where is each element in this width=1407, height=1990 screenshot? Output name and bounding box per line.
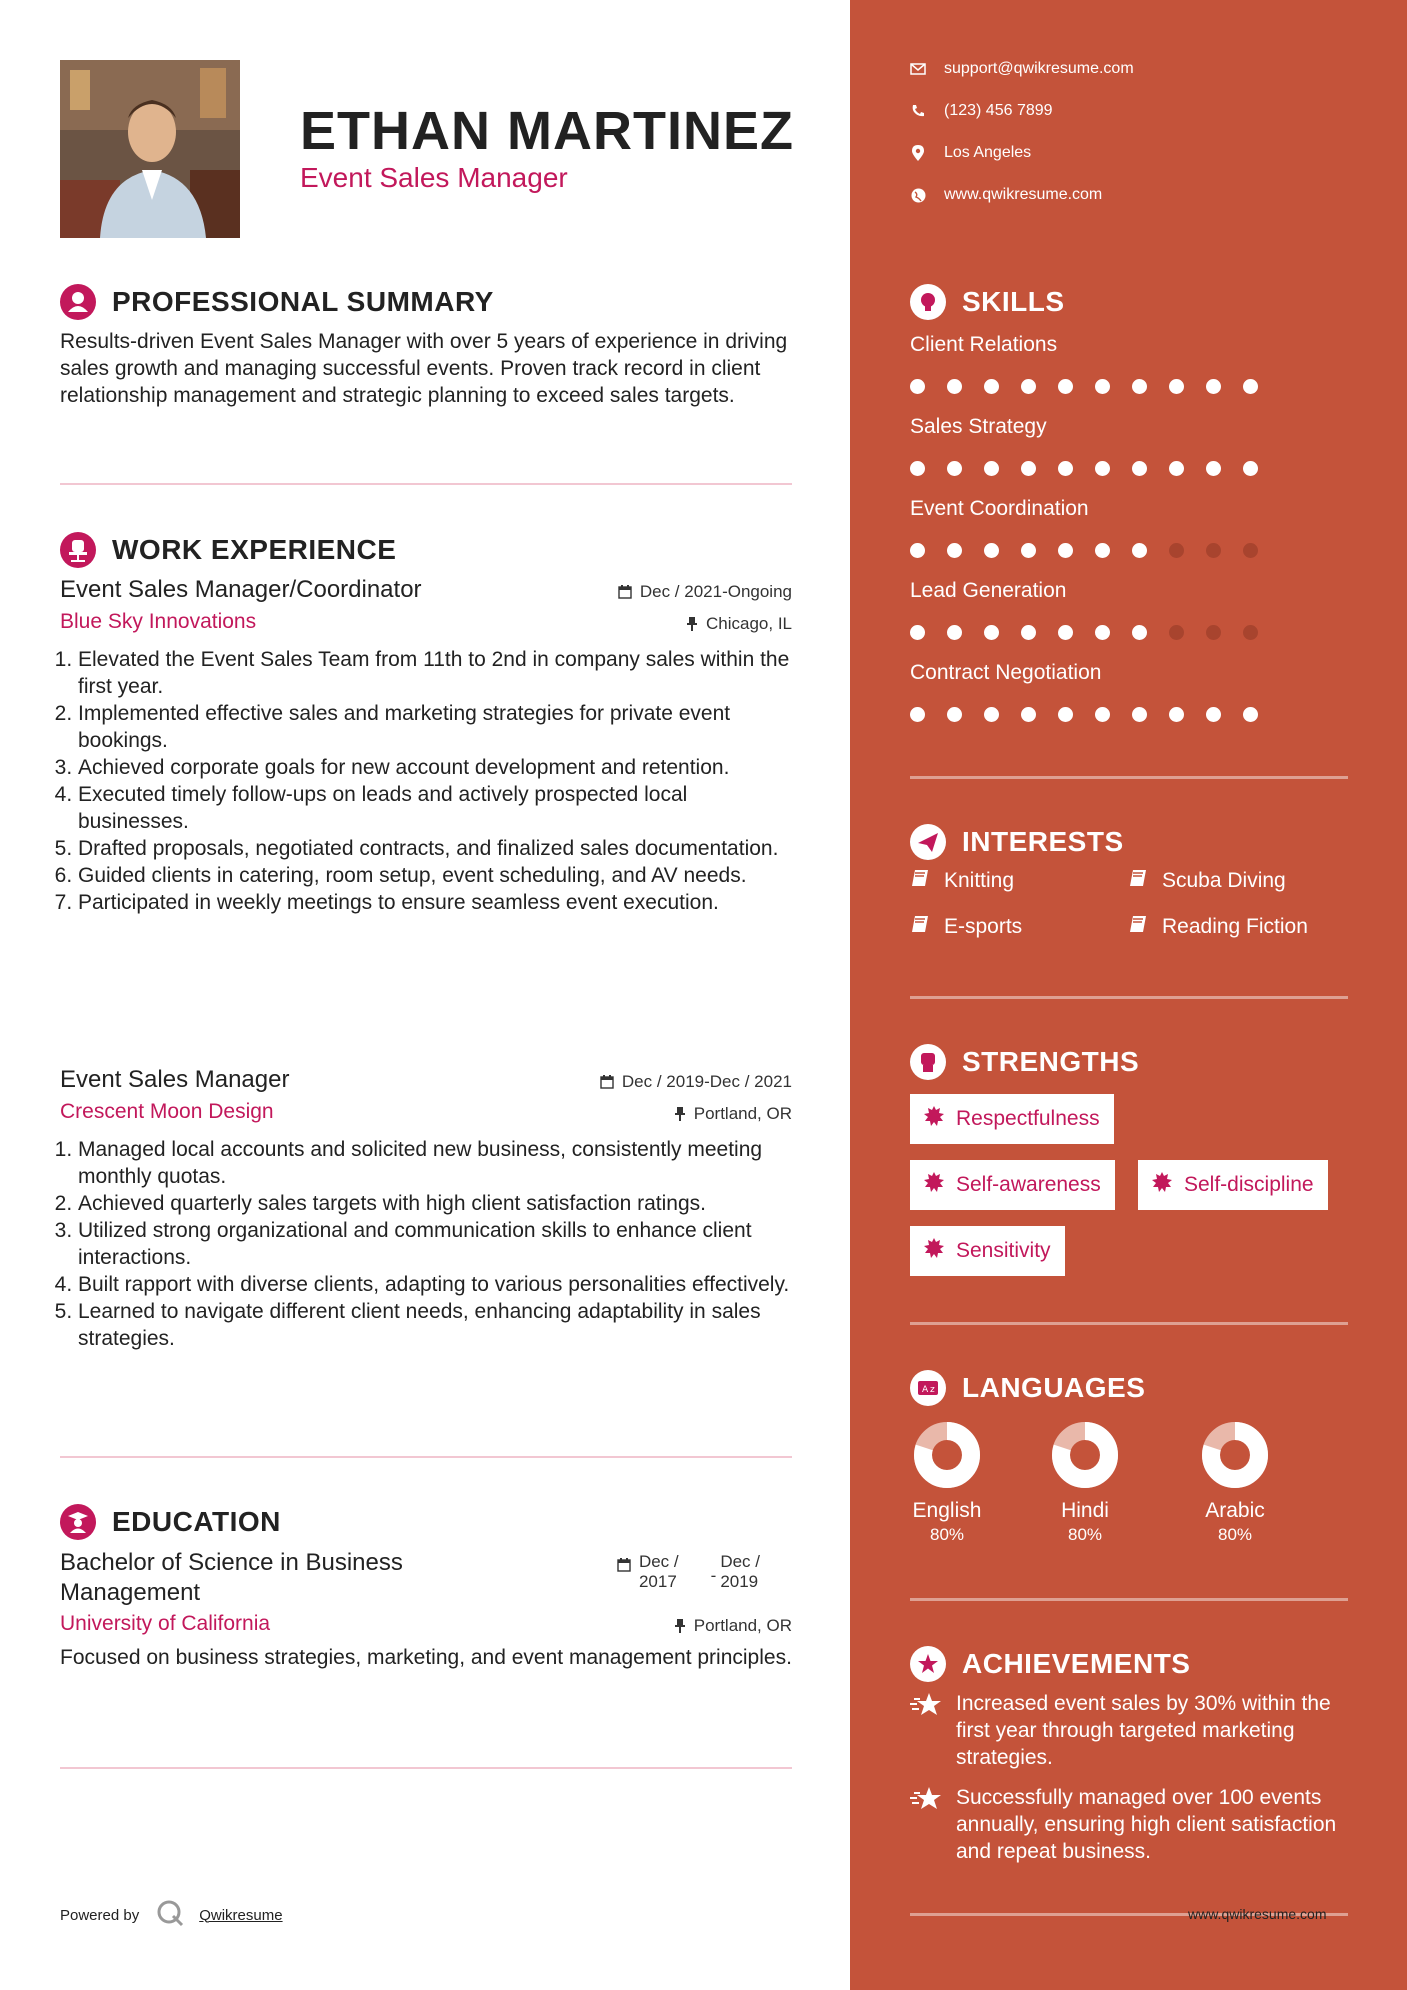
list-item: 7. Participated in weekly meetings to ensure seamless event execution.	[78, 889, 792, 916]
pin-icon	[674, 1107, 686, 1121]
education-dates	[617, 1552, 760, 1592]
skill-rating	[910, 360, 1348, 412]
ring-hole	[1224, 1444, 1246, 1466]
contact-location: Los Angeles	[910, 132, 1330, 174]
skill-dot	[1021, 625, 1036, 640]
divider	[910, 996, 1348, 999]
education-location: Portland, OR	[674, 1616, 792, 1636]
job-dates: Dec / 2021-Ongoing	[618, 582, 792, 602]
skill-dot	[910, 707, 925, 722]
divider	[910, 776, 1348, 779]
list-item: 2. Achieved quarterly sales targets with high client satisfaction ratings.	[78, 1190, 792, 1217]
summary-section	[60, 282, 792, 409]
strength-chip: Self-discipline	[1138, 1160, 1328, 1210]
contact-email[interactable]: support@qwikresume.com	[910, 48, 1330, 90]
skill-dot	[1095, 543, 1110, 558]
skill-dot	[1243, 707, 1258, 722]
list-item: 1. Elevated the Event Sales Team from 11th to 2nd in company sales within the first year.	[78, 646, 792, 700]
job-bullets	[60, 646, 792, 916]
skill-rating	[910, 442, 1348, 494]
skill-dot	[1132, 543, 1147, 558]
skill-dot	[910, 461, 925, 476]
paper-plane-icon	[910, 824, 946, 860]
calendar-icon	[600, 1075, 614, 1089]
skill-dot	[984, 543, 999, 558]
section-title: STRENGTHS	[962, 1046, 1140, 1077]
job-location: Chicago, IL	[686, 614, 792, 634]
seal-icon	[924, 1106, 944, 1132]
skill-dot	[1169, 707, 1184, 722]
svg-text:z: z	[930, 1385, 935, 1395]
interest-item: Knitting	[910, 868, 1014, 894]
calendar-icon	[617, 1558, 631, 1572]
education-section	[60, 1502, 792, 1542]
skill-dot	[1132, 707, 1147, 722]
skill-dot	[1206, 379, 1221, 394]
powered-by-label: Powered by	[60, 1906, 140, 1924]
section-title: PROFESSIONAL SUMMARY	[112, 286, 494, 317]
language-ring-chart	[914, 1422, 980, 1488]
job-dates: Dec / 2019-Dec / 2021	[600, 1072, 792, 1092]
language-ring-chart	[1202, 1422, 1268, 1488]
skill-dot	[1058, 543, 1073, 558]
list-item: 4. Executed timely follow-ups on leads and actively prospected local businesses.	[78, 781, 792, 835]
strengths-section	[910, 1040, 1348, 1084]
skill-dot	[1058, 461, 1073, 476]
skill-dot	[984, 625, 999, 640]
skill-dot	[1169, 543, 1184, 558]
lightbulb-icon	[910, 284, 946, 320]
skills-list	[910, 330, 1348, 740]
list-item: 3. Utilized strong organizational and communication skills to enhance client interactions.	[78, 1217, 792, 1271]
language-item	[1175, 1422, 1295, 1545]
date-separator: -	[710, 1566, 717, 1585]
list-item: 4. Built rapport with diverse clients, adapting to various personalities effectively.	[78, 1271, 792, 1298]
section-title: LANGUAGES	[962, 1372, 1146, 1403]
contact-website[interactable]: www.qwikresume.com	[910, 174, 1330, 216]
star-badge-icon	[910, 1646, 946, 1682]
divider	[60, 1456, 792, 1458]
skills-section	[910, 280, 1348, 740]
skill-dot	[947, 543, 962, 558]
interest-item: Reading Fiction	[1128, 914, 1308, 940]
job-location: Portland, OR	[674, 1104, 792, 1124]
seal-icon	[924, 1238, 944, 1264]
skill-dot	[984, 707, 999, 722]
skill-dot	[1132, 625, 1147, 640]
language-name: English	[912, 1499, 982, 1522]
list-item: 2. Implemented effective sales and marketing strategies for private event bookings.	[78, 700, 792, 754]
skill-dot	[1206, 543, 1221, 558]
list-item: 6. Guided clients in catering, room setup, event scheduling, and AV needs.	[78, 862, 792, 889]
globe-icon	[910, 188, 926, 203]
skill-name: Client Relations	[910, 333, 1058, 356]
list-item: 3. Achieved corporate goals for new account development and retention.	[78, 754, 792, 781]
skill-dot	[1021, 461, 1036, 476]
company-name: Blue Sky Innovations	[60, 610, 257, 633]
job-title: Event Sales Manager/Coordinator	[60, 576, 422, 603]
skill-dot	[1169, 379, 1184, 394]
pin-icon	[674, 1619, 686, 1633]
qwikresume-logo-icon	[155, 1898, 185, 1932]
skill-dot	[984, 379, 999, 394]
strength-chip: Sensitivity	[910, 1226, 1065, 1276]
candidate-name: ETHAN MARTINEZ	[300, 101, 794, 161]
office-chair-icon	[60, 532, 96, 568]
skill-dot	[947, 707, 962, 722]
skill-rating	[910, 524, 1348, 576]
skill-name: Contract Negotiation	[910, 661, 1102, 684]
section-title: INTERESTS	[962, 826, 1124, 857]
strength-chip: Respectfulness	[910, 1094, 1114, 1144]
list-item: 5. Learned to navigate different client needs, enhancing adaptability in sales strategies.	[78, 1298, 792, 1352]
phone-icon	[910, 104, 926, 118]
fast-star-icon	[910, 1784, 944, 1865]
skill-dot	[1021, 379, 1036, 394]
job-title: Event Sales Manager	[60, 1066, 290, 1093]
ring-hole	[936, 1444, 958, 1466]
skill-dot	[1058, 707, 1073, 722]
language-level: 80%	[929, 1525, 965, 1544]
skill-dot	[1021, 707, 1036, 722]
divider	[60, 1767, 792, 1769]
pin-icon	[686, 617, 698, 631]
skill-name: Lead Generation	[910, 579, 1067, 602]
language-level: 80%	[1067, 1525, 1103, 1544]
calendar-icon	[618, 585, 632, 599]
translate-icon	[910, 1370, 946, 1406]
seal-icon	[924, 1172, 944, 1198]
footer-website[interactable]: www.qwikresume.com	[1188, 1906, 1327, 1922]
skill-dot	[947, 625, 962, 640]
skill-dot	[1058, 379, 1073, 394]
language-name: Hindi	[1061, 1499, 1109, 1522]
degree-title: Bachelor of Science in Business Management	[60, 1549, 403, 1606]
skill-dot	[1095, 379, 1110, 394]
divider	[910, 1322, 1348, 1325]
skill-dot	[1169, 461, 1184, 476]
achievement-item: Increased event sales by 30% within the first year through targeted marketing strategies.	[910, 1690, 1348, 1771]
fist-icon	[910, 1044, 946, 1080]
divider	[910, 1598, 1348, 1601]
interest-item: E-sports	[910, 914, 1022, 940]
interest-item: Scuba Diving	[1128, 868, 1286, 894]
education-entry	[60, 1548, 792, 1671]
interests-section	[910, 820, 1348, 864]
skill-dot	[1095, 707, 1110, 722]
end-date: Dec / 2019	[720, 1552, 760, 1591]
experience-section	[60, 530, 792, 570]
language-item	[1025, 1422, 1145, 1545]
divider	[60, 483, 792, 485]
skill-dot	[910, 625, 925, 640]
section-title: SKILLS	[962, 286, 1065, 317]
job-bullets	[60, 1136, 792, 1352]
skill-dot	[1206, 707, 1221, 722]
skill-dot	[1243, 625, 1258, 640]
skill-dot	[910, 379, 925, 394]
skill-dot	[1243, 461, 1258, 476]
skill-dot	[1206, 625, 1221, 640]
skill-dot	[947, 379, 962, 394]
skill-name: Sales Strategy	[910, 415, 1047, 438]
company-name: Crescent Moon Design	[60, 1100, 274, 1123]
strength-chip: Self-awareness	[910, 1160, 1115, 1210]
achievements-section	[910, 1642, 1348, 1686]
fast-star-icon	[910, 1690, 944, 1771]
graduate-icon	[60, 1504, 96, 1540]
skill-dot	[1095, 461, 1110, 476]
section-title: WORK EXPERIENCE	[112, 534, 397, 565]
svg-text:A: A	[922, 1385, 929, 1395]
skill-dot	[910, 543, 925, 558]
map-pin-icon	[910, 145, 926, 161]
skill-dot	[1243, 379, 1258, 394]
skill-dot	[1132, 461, 1147, 476]
skill-name: Event Coordination	[910, 497, 1089, 520]
languages-section	[910, 1366, 1348, 1410]
start-date: Dec / 2017	[638, 1552, 679, 1591]
language-name: Arabic	[1205, 1499, 1265, 1522]
mail-icon	[910, 63, 926, 75]
language-ring-chart	[1052, 1422, 1118, 1488]
skill-dot	[1021, 543, 1036, 558]
education-description: Focused on business strategies, marketing, and event management principles.	[60, 1646, 792, 1669]
candidate-role: Event Sales Manager	[300, 162, 568, 193]
profile-photo	[60, 60, 240, 238]
job-entry	[60, 576, 792, 916]
powered-by	[60, 1898, 283, 1932]
skill-dot	[1243, 543, 1258, 558]
language-level: 80%	[1217, 1525, 1253, 1544]
list-item: 5. Drafted proposals, negotiated contracts, and finalized sales documentation.	[78, 835, 792, 862]
section-title: EDUCATION	[112, 1506, 281, 1537]
section-title: ACHIEVEMENTS	[962, 1648, 1191, 1679]
skill-dot	[1206, 461, 1221, 476]
brand-link[interactable]: Qwikresume	[199, 1906, 283, 1924]
skill-dot	[1095, 625, 1110, 640]
contact-phone[interactable]: (123) 456 7899	[910, 90, 1330, 132]
school-name: University of California	[60, 1612, 271, 1635]
achievement-item: Successfully managed over 100 events annually, ensuring high client satisfaction and repeat business.	[910, 1784, 1348, 1865]
list-item: 1. Managed local accounts and solicited new business, consistently meeting monthly quotas.	[78, 1136, 792, 1190]
skill-dot	[984, 461, 999, 476]
book-icon	[1128, 914, 1148, 940]
language-item	[887, 1422, 1007, 1545]
summary-text: Results-driven Event Sales Manager with over 5 years of experience in driving sales growth and managing successful events. Proven track record in client relationship management and strategic planning to exceed sales targets.	[60, 330, 788, 407]
book-icon	[910, 868, 930, 894]
skill-dot	[947, 461, 962, 476]
job-entry	[60, 1066, 792, 1352]
ring-hole	[1074, 1444, 1096, 1466]
user-icon	[60, 284, 96, 320]
skill-dot	[1058, 625, 1073, 640]
skill-dot	[1132, 379, 1147, 394]
skill-dot	[1169, 625, 1184, 640]
book-icon	[1128, 868, 1148, 894]
contact-list	[910, 48, 1330, 216]
skill-rating	[910, 688, 1348, 740]
book-icon	[910, 914, 930, 940]
seal-icon	[1152, 1172, 1172, 1198]
skill-rating	[910, 606, 1348, 658]
